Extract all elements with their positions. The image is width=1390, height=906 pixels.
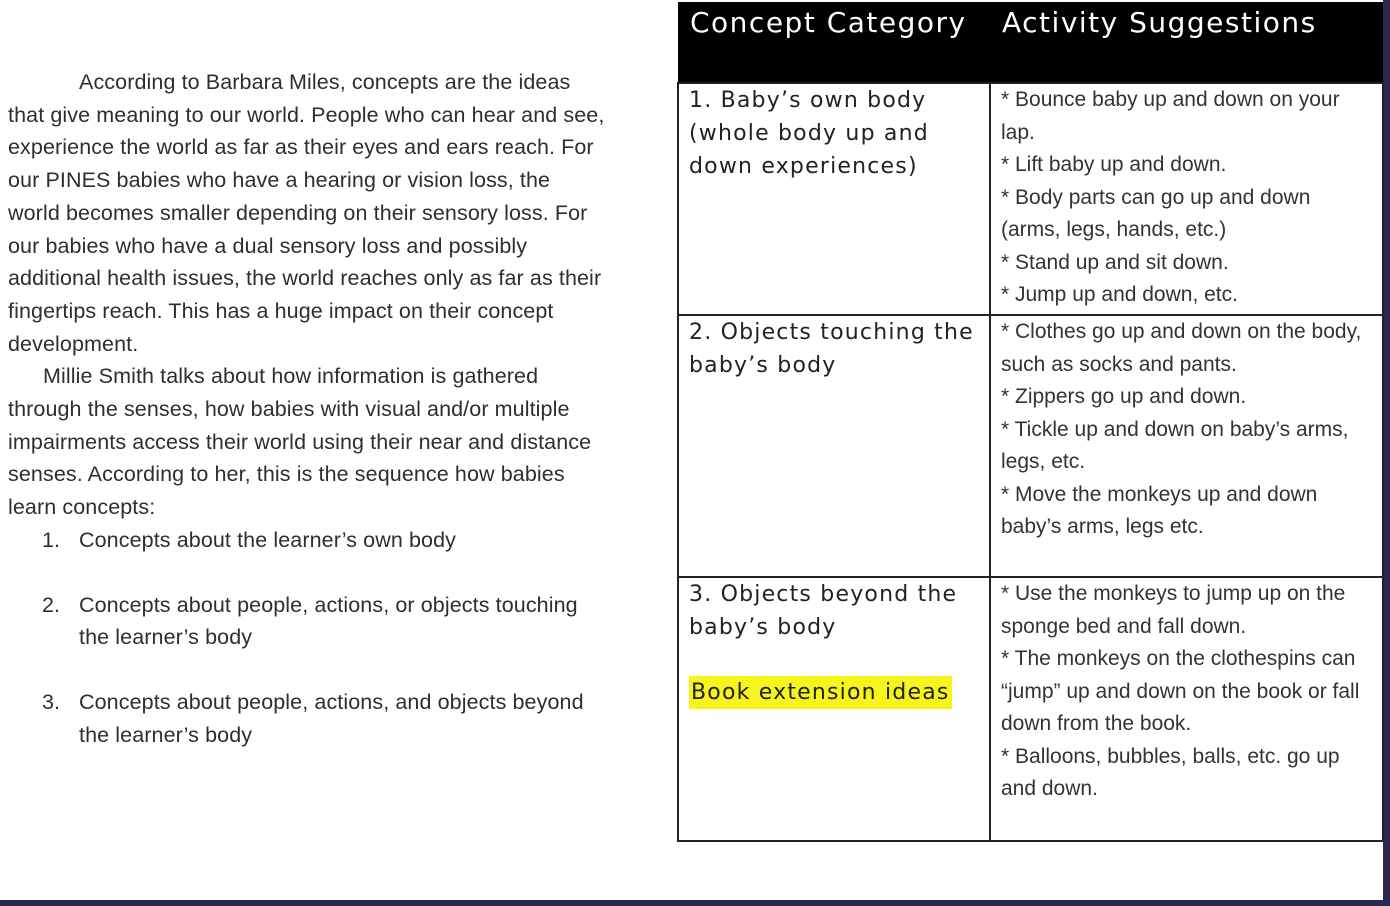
list-item xyxy=(8,686,608,751)
activity-item: * Balloons, bubbles, balls, etc. go up and down. xyxy=(1001,744,1340,800)
table-row xyxy=(678,83,1383,315)
intro-paragraph: According to Barbara Miles, concepts are the ideas that give meaning to our world. People who can hear and see, experience the world as far as their eyes and ears reach. For our PINES babies who have a hearing or vision loss, the world becomes smaller depending on their sensory loss. For our babies who have a dual sensory loss and possibly additional health issues, the world reaches only as far as their fingertips reach. This has a huge impact on their concept development. xyxy=(8,70,605,356)
activity-item: * Bounce baby up and down on your lap. xyxy=(1001,88,1340,144)
concept-sequence-list xyxy=(8,524,608,752)
list-item xyxy=(8,524,608,557)
category-cell xyxy=(678,315,990,577)
activity-item: * Jump up and down, etc. xyxy=(1001,283,1238,306)
activity-item: * Tickle up and down on baby’s arms, legs, etc. xyxy=(1001,417,1349,473)
list-item-number: 1. xyxy=(42,527,61,552)
list-item xyxy=(8,589,608,654)
list-item-text: Concepts about people, actions, and objects beyond the learner’s body xyxy=(79,689,584,747)
table-row xyxy=(678,315,1383,577)
list-item-number: 2. xyxy=(42,592,61,617)
second-paragraph: Millie Smith talks about how information is gathered through the senses, how babies with visual and/or multiple impairments access their world using their near and distance senses. According to her, this is the sequence how babies learn concepts: xyxy=(8,364,592,520)
category-cell xyxy=(678,83,990,315)
category-text: 2. Objects touching the baby’s body xyxy=(689,320,974,378)
activity-item: * Clothes go up and down on the body, such as socks and pants. xyxy=(1001,320,1362,376)
activity-item: * Lift baby up and down. xyxy=(1001,153,1227,176)
table-header-row xyxy=(678,2,1383,83)
list-item-text: Concepts about people, actions, or objects touching the learner’s body xyxy=(79,592,578,650)
header-activity-suggestions: Activity Suggestions xyxy=(990,2,1383,83)
activity-item: * The monkeys on the clothespins can “jump” up and down on the book or fall down from the book. xyxy=(1001,647,1360,735)
left-text-column xyxy=(8,66,608,751)
activity-item: * Move the monkeys up and down baby’s arms, legs etc. xyxy=(1001,482,1318,538)
list-item-text: Concepts about the learner’s own body xyxy=(79,527,457,552)
activities-cell xyxy=(990,83,1383,315)
activities-cell xyxy=(990,577,1383,841)
table-row xyxy=(678,577,1383,841)
activity-item: * Body parts can go up and down (arms, legs, hands, etc.) xyxy=(1001,185,1311,241)
list-item-number: 3. xyxy=(42,689,61,714)
category-text: 3. Objects beyond the baby’s body xyxy=(689,582,958,640)
activity-item: * Use the monkeys to jump up on the sponge bed and fall down. xyxy=(1001,582,1346,638)
category-cell xyxy=(678,577,990,841)
activities-cell xyxy=(990,315,1383,577)
book-extension-highlight: Book extension ideas xyxy=(689,676,952,709)
category-text: 1. Baby’s own body (whole body up and down experiences) xyxy=(689,88,929,179)
activity-item: * Stand up and sit down. xyxy=(1001,250,1229,274)
header-concept-category: Concept Category xyxy=(678,2,990,83)
concept-activity-table xyxy=(677,2,1384,842)
activity-item: * Zippers go up and down. xyxy=(1001,385,1247,408)
